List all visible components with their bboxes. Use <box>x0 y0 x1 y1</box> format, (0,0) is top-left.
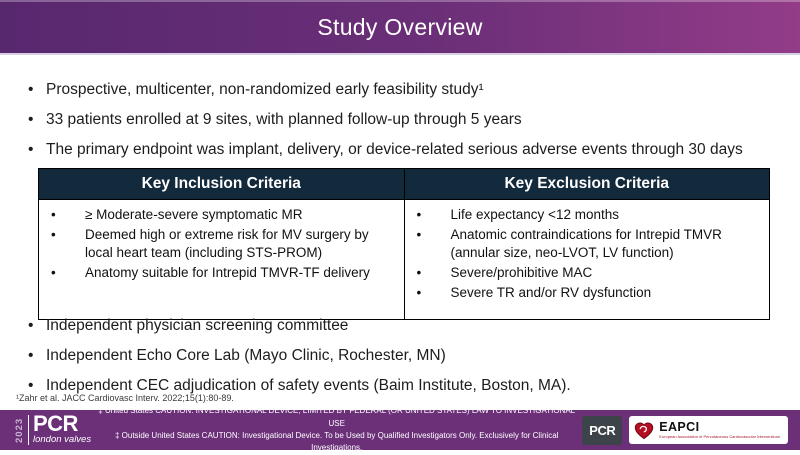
heart-icon <box>634 421 654 440</box>
study-summary-list <box>28 81 743 171</box>
slide-footer <box>0 406 800 453</box>
exclusion-header: Key Exclusion Criteria <box>404 169 770 200</box>
bullet-item: • 33 patients enrolled at 9 sites, with planned follow-up through 5 years <box>28 111 743 129</box>
exclusion-cell <box>404 200 770 320</box>
inclusion-item: • ≥ Moderate-severe symptomatic MR <box>39 206 396 225</box>
criteria-table <box>38 168 770 320</box>
inclusion-cell <box>39 200 405 320</box>
exclusion-item: • Life expectancy <12 months <box>405 206 762 225</box>
slide-title-bar <box>0 0 800 55</box>
bullet-item: • Independent CEC adjudication of safety events (Baim Institute, Boston, MA). <box>28 377 571 395</box>
bullet-item: • The primary endpoint was implant, delivery, or device-related serious adverse events through 30 days <box>28 141 743 159</box>
inclusion-list <box>39 206 396 283</box>
caution-ous-line: ‡ Outside United States CAUTION: Investigational Device. To be Used by Qualified Investigators Only. Exclusively for Clinical Investigations. <box>114 431 559 453</box>
bullet-item: • Independent physician screening committee <box>28 317 571 335</box>
logo-year: 2023 <box>14 417 25 443</box>
bullet-item: • Independent Echo Core Lab (Mayo Clinic, Rochester, MN) <box>28 347 571 365</box>
exclusion-item: • Severe TR and/or RV dysfunction <box>405 284 762 303</box>
exclusion-list <box>405 206 762 302</box>
logo-text <box>28 410 92 446</box>
bullet-item: • Prospective, multicenter, non-randomized early feasibility study¹ <box>28 81 743 99</box>
inclusion-item: • Deemed high or extreme risk for MV surgery by local heart team (including STS-PROM) <box>39 226 396 263</box>
exclusion-item: • Severe/prohibitive MAC <box>405 264 762 283</box>
eapci-text <box>659 421 780 440</box>
logo-pcr-text: PCR <box>33 410 78 436</box>
footer-logos <box>582 416 788 445</box>
pcr-logo-badge: PCR <box>582 416 622 445</box>
logo-subtitle: london valves <box>33 434 92 446</box>
exclusion-item: • Anatomic contraindications for Intrepid TMVR (annular size, neo-LVOT, LV function) <box>405 226 762 263</box>
caution-us-line: ‡ United States CAUTION: INVESTIGATIONAL DEVICE, LIMITED BY FEDERAL (OR UNITED STATES) LAW TO INVESTIGATIONAL USE <box>98 406 576 428</box>
eapci-logo <box>629 416 788 444</box>
page-title: Study Overview <box>317 14 483 40</box>
reference-footnote: ¹Zahr et al. JACC Cardiovasc Interv. 2022;15(1):80-89. <box>16 393 234 403</box>
caution-statements <box>91 405 582 455</box>
inclusion-item: • Anatomy suitable for Intrepid TMVR-TF delivery <box>39 264 396 283</box>
eapci-name: EAPCI <box>659 419 700 434</box>
eapci-tagline: European Association of Percutaneous Cardiovascular Interventions <box>659 434 780 440</box>
pcr-london-valves-logo <box>14 410 92 446</box>
inclusion-header: Key Inclusion Criteria <box>39 169 405 200</box>
